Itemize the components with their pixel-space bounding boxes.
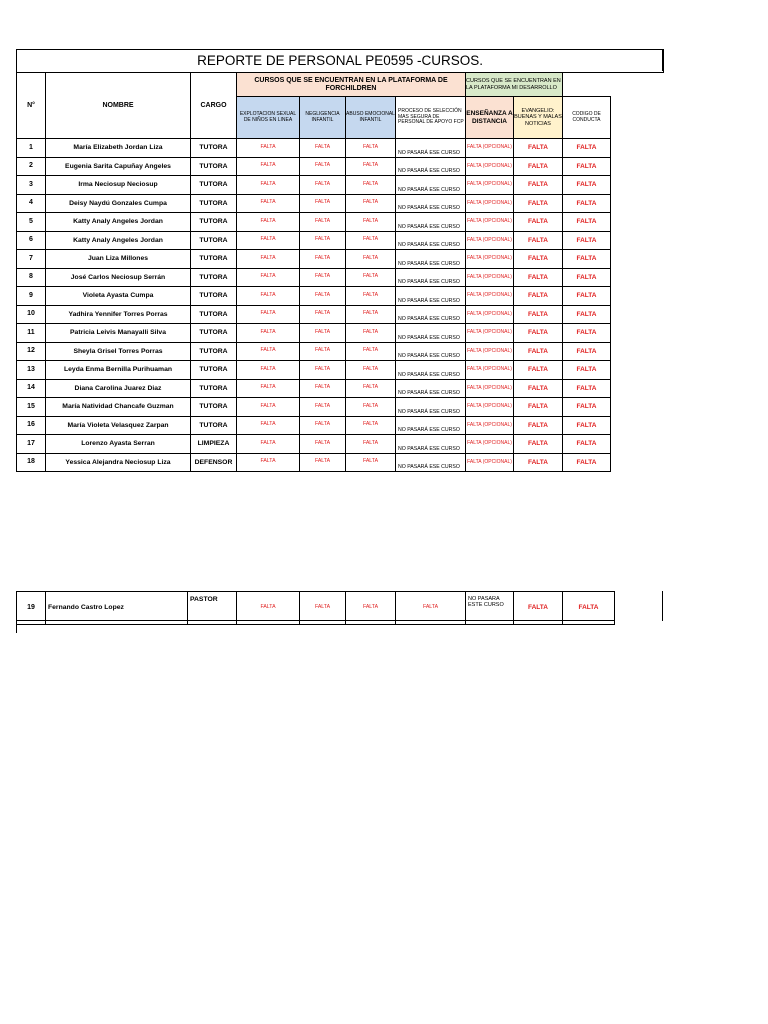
course-status: FALTA	[346, 416, 396, 435]
course-status: FALTA	[514, 361, 563, 380]
row-number: 4	[17, 194, 46, 213]
table-row	[17, 305, 664, 324]
table-row	[17, 435, 664, 454]
row-number: 7	[17, 250, 46, 269]
course-status: FALTA	[300, 592, 346, 625]
course-status: FALTA	[237, 250, 300, 269]
row-number: 1	[17, 139, 46, 158]
course-status: FALTA	[237, 398, 300, 417]
row-number: 5	[17, 213, 46, 232]
row-number: 11	[17, 324, 46, 343]
course-status: FALTA	[563, 398, 611, 417]
course-status: FALTA	[300, 435, 346, 454]
course-status: FALTA	[300, 176, 346, 195]
course-status: FALTA	[237, 176, 300, 195]
row-cargo: TUTORA	[191, 213, 237, 232]
table-row	[17, 213, 664, 232]
row-number: 14	[17, 379, 46, 398]
course-status: FALTA (OPCIONAL)	[466, 361, 514, 380]
table-row	[17, 324, 664, 343]
row-spacer	[611, 139, 664, 158]
course-status: NO PASARÁ ESE CURSO	[396, 416, 466, 435]
course-status: FALTA	[300, 342, 346, 361]
course-status: FALTA	[514, 231, 563, 250]
table-row	[17, 176, 664, 195]
course-status: FALTA	[563, 435, 611, 454]
course-status: FALTA	[237, 213, 300, 232]
row-number: 10	[17, 305, 46, 324]
header-number: N°	[17, 73, 46, 139]
row-spacer	[611, 231, 664, 250]
course-status: FALTA	[346, 305, 396, 324]
course-status: FALTA	[237, 194, 300, 213]
table-row	[17, 287, 664, 306]
course-status: FALTA	[300, 287, 346, 306]
table-row	[17, 398, 664, 417]
course-status: FALTA	[563, 453, 611, 472]
course-status: NO PASARÁ ESE CURSO	[396, 305, 466, 324]
row-cargo: TUTORA	[191, 250, 237, 269]
course-status: FALTA (OPCIONAL)	[466, 194, 514, 213]
row-name: Patricia Leivis Manayalli Silva	[46, 324, 191, 343]
course-status: FALTA	[300, 194, 346, 213]
course-status: FALTA	[514, 416, 563, 435]
row-name: María Violeta Velasquez Zarpan	[46, 416, 191, 435]
header-course-4: PROCESO DE SELECCIÓN MAS SEGURA DE PERSONAL DE APOYO FCP	[396, 97, 466, 139]
row-name: Yessica Alejandra Neciosup Liza	[46, 453, 191, 472]
course-status: FALTA	[563, 231, 611, 250]
course-status: NO PASARÁ ESE CURSO	[396, 435, 466, 454]
course-status: FALTA	[346, 342, 396, 361]
course-status: FALTA	[514, 157, 563, 176]
course-status: FALTA	[346, 379, 396, 398]
row-number: 6	[17, 231, 46, 250]
course-status: FALTA	[514, 324, 563, 343]
course-status: FALTA (OPCIONAL)	[466, 379, 514, 398]
row-name: Katty Analy Angeles Jordan	[46, 231, 191, 250]
row-name: Yadhira Yennifer Torres Porras	[46, 305, 191, 324]
row-cargo: LIMPIEZA	[191, 435, 237, 454]
row-cargo: TUTORA	[191, 139, 237, 158]
course-status: FALTA	[346, 287, 396, 306]
row-spacer	[611, 379, 664, 398]
row-name: Lorenzo Ayasta Serran	[46, 435, 191, 454]
course-status: FALTA	[563, 157, 611, 176]
course-status: FALTA (OPCIONAL)	[466, 176, 514, 195]
row-cargo: TUTORA	[191, 176, 237, 195]
row-name: Sheyla Grisel Torres Porras	[46, 342, 191, 361]
course-status: NO PASARÁ ESE CURSO	[396, 213, 466, 232]
course-status: FALTA	[563, 361, 611, 380]
header-blank	[563, 73, 664, 97]
course-status: FALTA	[346, 592, 396, 625]
course-status: FALTA	[300, 416, 346, 435]
course-status: FALTA (OPCIONAL)	[466, 231, 514, 250]
row-cargo: TUTORA	[191, 287, 237, 306]
header-course-1: EXPLOTACION SEXUAL DE NIÑOS EN LINEA	[237, 97, 300, 139]
course-status: FALTA	[563, 139, 611, 158]
course-status: FALTA	[514, 176, 563, 195]
course-status: FALTA	[237, 268, 300, 287]
course-status: FALTA	[346, 250, 396, 269]
course-status: FALTA	[514, 213, 563, 232]
row-name: Deisy Naydú Gonzales Cumpa	[46, 194, 191, 213]
course-status: FALTA	[563, 176, 611, 195]
course-status: FALTA	[300, 453, 346, 472]
course-status: FALTA	[300, 268, 346, 287]
course-status: FALTA	[237, 379, 300, 398]
course-status: FALTA	[346, 157, 396, 176]
row-cargo: PASTOR	[188, 592, 237, 625]
course-status: FALTA (OPCIONAL)	[466, 139, 514, 158]
course-status: FALTA	[514, 139, 563, 158]
course-status: FALTA (OPCIONAL)	[466, 213, 514, 232]
course-status: FALTA	[514, 305, 563, 324]
table-row	[17, 268, 664, 287]
row-number: 15	[17, 398, 46, 417]
course-status: FALTA	[563, 268, 611, 287]
row-number: 18	[17, 453, 46, 472]
course-status: FALTA (OPCIONAL)	[466, 305, 514, 324]
table-row	[17, 250, 664, 269]
course-status: FALTA	[514, 250, 563, 269]
row-number: 13	[17, 361, 46, 380]
personnel-course-table	[16, 49, 664, 472]
row-spacer	[611, 176, 664, 195]
row-name: María Natividad Chancafe Guzman	[46, 398, 191, 417]
table-row	[17, 379, 664, 398]
table-row	[17, 157, 664, 176]
header-course-7: CODIGO DE CONDUCTA	[563, 97, 611, 139]
header-desarrollo-group: CURSOS QUE SE ENCUENTRAN EN LA PLATAFORMA MI DESARROLLO	[466, 73, 563, 97]
course-status: FALTA	[514, 453, 563, 472]
row-cargo: TUTORA	[191, 268, 237, 287]
row-number: 9	[17, 287, 46, 306]
course-status: FALTA (OPCIONAL)	[466, 435, 514, 454]
course-status: FALTA (OPCIONAL)	[466, 250, 514, 269]
course-status: FALTA	[396, 592, 466, 625]
table-row	[17, 416, 664, 435]
course-status: NO PASARÁ ESE CURSO	[396, 379, 466, 398]
row-cargo: TUTORA	[191, 324, 237, 343]
table-row	[17, 194, 664, 213]
course-status: FALTA	[237, 416, 300, 435]
row-spacer	[611, 398, 664, 417]
course-status: NO PASARÁ ESE CURSO	[396, 250, 466, 269]
row-name: Violeta Ayasta Cumpa	[46, 287, 191, 306]
course-status: FALTA	[300, 398, 346, 417]
row-cargo: DEFENSOR	[191, 453, 237, 472]
course-status: FALTA	[237, 287, 300, 306]
course-status: FALTA	[346, 398, 396, 417]
course-status: FALTA	[514, 379, 563, 398]
row-name: José Carlos Neciosup Serrán	[46, 268, 191, 287]
course-status: FALTA	[300, 139, 346, 158]
row-spacer	[611, 435, 664, 454]
row-spacer	[611, 194, 664, 213]
course-status: FALTA	[346, 231, 396, 250]
course-status: FALTA	[514, 398, 563, 417]
course-status: NO PASARÁ ESE CURSO	[396, 231, 466, 250]
course-status: FALTA	[346, 361, 396, 380]
title-border-right	[662, 49, 663, 71]
course-status: FALTA	[237, 361, 300, 380]
course-status: FALTA	[346, 435, 396, 454]
row-number: 2	[17, 157, 46, 176]
course-status: FALTA	[237, 435, 300, 454]
course-status: FALTA	[563, 194, 611, 213]
row-spacer	[611, 324, 664, 343]
grid-line	[16, 619, 17, 633]
course-status: FALTA	[563, 416, 611, 435]
row-spacer	[611, 305, 664, 324]
course-status: FALTA	[346, 453, 396, 472]
row-name: Irma Neciosup Neciosup	[46, 176, 191, 195]
course-status: FALTA	[237, 592, 300, 625]
course-status: NO PASARÁ ESE CURSO	[396, 453, 466, 472]
row-number: 12	[17, 342, 46, 361]
row-name: María Elizabeth Jordan Liza	[46, 139, 191, 158]
course-status: FALTA	[300, 379, 346, 398]
course-status: FALTA	[346, 213, 396, 232]
row-spacer	[611, 342, 664, 361]
course-status: FALTA	[300, 213, 346, 232]
course-status: FALTA (OPCIONAL)	[466, 453, 514, 472]
row-cargo: TUTORA	[191, 416, 237, 435]
course-status: FALTA	[563, 342, 611, 361]
row-spacer	[611, 453, 664, 472]
row-spacer	[611, 157, 664, 176]
course-status: NO PASARÁ ESE CURSO	[396, 268, 466, 287]
row-number: 8	[17, 268, 46, 287]
row-cargo: TUTORA	[191, 361, 237, 380]
course-status: NO PASARÁ ESE CURSO	[396, 361, 466, 380]
course-status: FALTA	[237, 453, 300, 472]
course-status: FALTA	[346, 268, 396, 287]
header-course-5: ENSEÑANZA A DISTANCIA	[466, 97, 514, 139]
row-cargo: TUTORA	[191, 342, 237, 361]
row-name: Eugenia Sarita Capuñay Angeles	[46, 157, 191, 176]
course-status: FALTA	[346, 194, 396, 213]
row-cargo: TUTORA	[191, 398, 237, 417]
course-status: NO PASARÁ ESE CURSO	[396, 287, 466, 306]
course-status: NO PASARÁ ESE CURSO	[396, 194, 466, 213]
course-status: FALTA	[514, 268, 563, 287]
row-spacer	[611, 416, 664, 435]
course-status: FALTA	[563, 213, 611, 232]
table-body	[17, 139, 664, 472]
course-status: FALTA (OPCIONAL)	[466, 157, 514, 176]
course-status: FALTA (OPCIONAL)	[466, 268, 514, 287]
course-status: NO PASARÁ ESE CURSO	[396, 176, 466, 195]
row-name: Diana Carolina Juarez Diaz	[46, 379, 191, 398]
table-row	[17, 139, 664, 158]
grid-line	[662, 591, 663, 621]
course-status: FALTA	[346, 139, 396, 158]
row-number: 19	[17, 592, 46, 625]
table-row	[17, 361, 664, 380]
course-status: FALTA (OPCIONAL)	[466, 342, 514, 361]
course-status: FALTA	[237, 157, 300, 176]
course-status: FALTA	[300, 231, 346, 250]
table-row	[17, 342, 664, 361]
row-spacer	[611, 250, 664, 269]
course-status: FALTA (OPCIONAL)	[466, 398, 514, 417]
table-row	[17, 453, 664, 472]
header-course-2: NEGLIGENCIA INFANTIL	[300, 97, 346, 139]
course-status: FALTA	[563, 592, 615, 625]
course-status: NO PASARÁ ESE CURSO	[396, 139, 466, 158]
row-name: Katty Analy Angeles Jordan	[46, 213, 191, 232]
row-cargo: TUTORA	[191, 305, 237, 324]
header-course-6: EVANGELIO: BUENAS Y MALAS NOTICIAS	[514, 97, 563, 139]
row-name: Fernando Castro Lopez	[46, 592, 188, 625]
header-name: NOMBRE	[46, 73, 191, 139]
course-status: FALTA	[563, 379, 611, 398]
course-status: FALTA	[563, 324, 611, 343]
course-status: NO PASARA ESTE CURSO	[466, 592, 514, 625]
course-status: FALTA	[237, 342, 300, 361]
row-spacer	[611, 268, 664, 287]
course-status: FALTA (OPCIONAL)	[466, 416, 514, 435]
course-status: FALTA	[514, 592, 563, 625]
course-status: NO PASARÁ ESE CURSO	[396, 324, 466, 343]
row-cargo: TUTORA	[191, 379, 237, 398]
row-spacer	[611, 361, 664, 380]
row-spacer	[611, 287, 664, 306]
row-cargo: TUTORA	[191, 231, 237, 250]
header-course-3: ABUSO EMOCIONAL INFANTIL	[346, 97, 396, 139]
table-row	[17, 231, 664, 250]
course-status: NO PASARÁ ESE CURSO	[396, 157, 466, 176]
grid-line	[16, 620, 614, 621]
row-number: 16	[17, 416, 46, 435]
row-cargo: TUTORA	[191, 157, 237, 176]
course-status: FALTA	[237, 305, 300, 324]
course-status: FALTA	[563, 305, 611, 324]
course-status: FALTA	[300, 157, 346, 176]
course-status: NO PASARÁ ESE CURSO	[396, 342, 466, 361]
header-cargo: CARGO	[191, 73, 237, 139]
course-status: FALTA	[300, 361, 346, 380]
report-title: REPORTE DE PERSONAL PE0595 -CURSOS.	[17, 50, 664, 73]
course-status: FALTA	[346, 176, 396, 195]
course-status: NO PASARÁ ESE CURSO	[396, 398, 466, 417]
header-forchildren-group: CURSOS QUE SE ENCUENTRAN EN LA PLATAFORMA DE FORCHILDREN	[237, 73, 466, 97]
course-status: FALTA	[514, 287, 563, 306]
course-status: FALTA	[346, 324, 396, 343]
course-status: FALTA	[563, 250, 611, 269]
course-status: FALTA	[237, 139, 300, 158]
row-number: 17	[17, 435, 46, 454]
row-name: Leyda Enma Bernilla Purihuaman	[46, 361, 191, 380]
row-spacer	[611, 213, 664, 232]
row-cargo: TUTORA	[191, 194, 237, 213]
course-status: FALTA	[237, 231, 300, 250]
course-status: FALTA	[300, 305, 346, 324]
row-number: 3	[17, 176, 46, 195]
course-status: FALTA	[563, 287, 611, 306]
course-status: FALTA	[514, 435, 563, 454]
course-status: FALTA	[514, 342, 563, 361]
course-status: FALTA (OPCIONAL)	[466, 324, 514, 343]
row-name: Juan Liza Millones	[46, 250, 191, 269]
course-status: FALTA	[300, 324, 346, 343]
course-status: FALTA	[300, 250, 346, 269]
course-status: FALTA	[514, 194, 563, 213]
course-status: FALTA	[237, 324, 300, 343]
course-status: FALTA (OPCIONAL)	[466, 287, 514, 306]
